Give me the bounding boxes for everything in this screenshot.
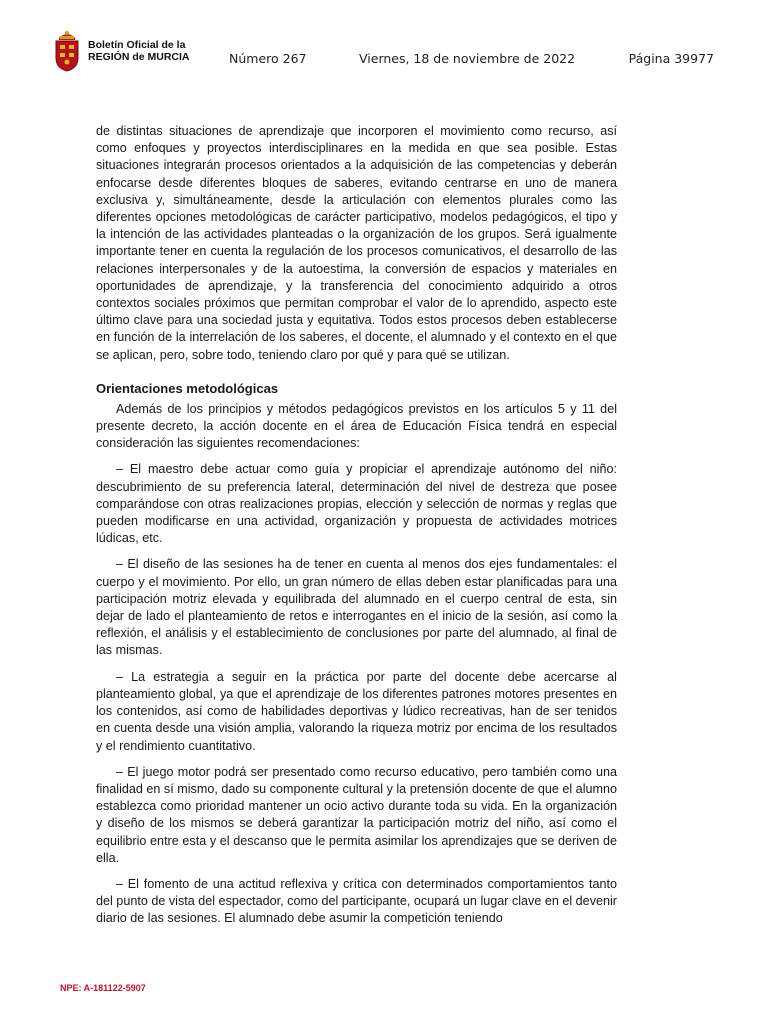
section-heading: Orientaciones metodológicas [96, 380, 279, 396]
list-item: – El maestro debe actuar como guía y propiciar el aprendizaje autónomo del niño: descubrimiento de su preferencia lateral, determinación del nivel de destreza que posee comparándose con otras realizaciones propias, elección y selección de normas y reglas que pueden modificarse en una actividad, organización y propuesta de actividades motrices lúdicas, etc. [96, 462, 617, 546]
brand-line-1: Boletín Oficial de la [88, 39, 186, 51]
issue-number: Número 267 [229, 51, 307, 66]
bulletin-brand [88, 40, 190, 63]
paragraph-intro: de distintas situaciones de aprendizaje que incorporen el movimiento como recurso, así como enfoques y proyectos interdisciplinares en la medida en que sea posible. Estas situaciones integrarán procesos orientados a la adquisición de las competencias y deberán enfocarse desde diferentes bloques de saberes, evitando centrarse en uno de manera exclusiva y, simultáneamente, desde la articulación con elementos plurales como las diferentes opciones metodológicas de carácter participativo, modelos pedagógicos, el tipo y la intención de las actividades planteadas o la organización de los grupos. Será igualmente importante tener en cuenta la regulación de los procesos comunicativos, el desarrollo de las relaciones interpersonales y de la autoestima, la conversión de espacios y materiales en oportunidades de aprendizaje, y la transferencia del conocimiento adquirido a otros contextos sociales próximos que permitan comprobar el valor de lo aprendido, aspecto este último clave para una sociedad justa y equitativa. Todos estos procesos deben establecerse en función de la interrelación de los saberes, el docente, el alumnado y el contexto en el que se aplican, pero, sobre todo, teniendo claro por qué y para qué se utilizan. [96, 124, 617, 362]
list-item: – El diseño de las sesiones ha de tener en cuenta al menos dos ejes fundamentales: el cuerpo y el movimiento. Por ello, un gran número de ellas deben estar planificadas para una participación motriz elevada y equilibrada del alumnado en el cuerpo central de esta, sin dejar de lado el planteamiento de retos e interrogantes en el inicio de la sesión, así como la reflexión, el análisis y el establecimiento de conclusiones por parte del alumnado, al final de las mismas. [96, 557, 617, 658]
issue-date: Viernes, 18 de noviembre de 2022 [359, 51, 576, 66]
list-item: – El fomento de una actitud reflexiva y crítica con determinados comportamientos tanto del punto de vista del espectador, como del participante, ocupará un lugar clave en el devenir diario de las sesiones. El alumnado debe asumir la competición teniendo [96, 876, 617, 926]
murcia-coat-of-arms-icon [54, 28, 80, 72]
npe-code: NPE: A-181122-5907 [60, 983, 146, 993]
document-body [96, 123, 617, 937]
paragraph-principles: Además de los principios y métodos pedagógicos previstos en los artículos 5 y 11 del presente decreto, la acción docente en el área de Educación Física tendrá en especial consideración las siguientes recomendaciones: [96, 401, 617, 451]
list-item: – La estrategia a seguir en la práctica por parte del docente debe acercarse al planteamiento global, ya que el aprendizaje de los diferentes patrones motores presentes en los contenidos, así como de habilidades deportivas y lúdico recreativas, han de ser tenidos en cuenta desde una visión amplia, valorando la riqueza motriz por encima de los resultados y el rendimiento cuantitativo. [96, 669, 617, 753]
page-header [54, 28, 714, 76]
page-number: Página 39977 [628, 51, 714, 66]
brand-line-2: REGIÓN de MURCIA [88, 50, 190, 63]
list-item: – El juego motor podrá ser presentado como recurso educativo, pero también como una finalidad en sí mismo, dado su componente cultural y la pretensión docente de que el alumno establezca como prioridad mantener un ocio activo durante toda su vida. En la organización y diseño de los mismos se deberá garantizar la participación motriz del niño, así como el equilibrio entre esta y el descanso que le permita asimilar los aprendizajes que se deriven de ella. [96, 764, 617, 865]
